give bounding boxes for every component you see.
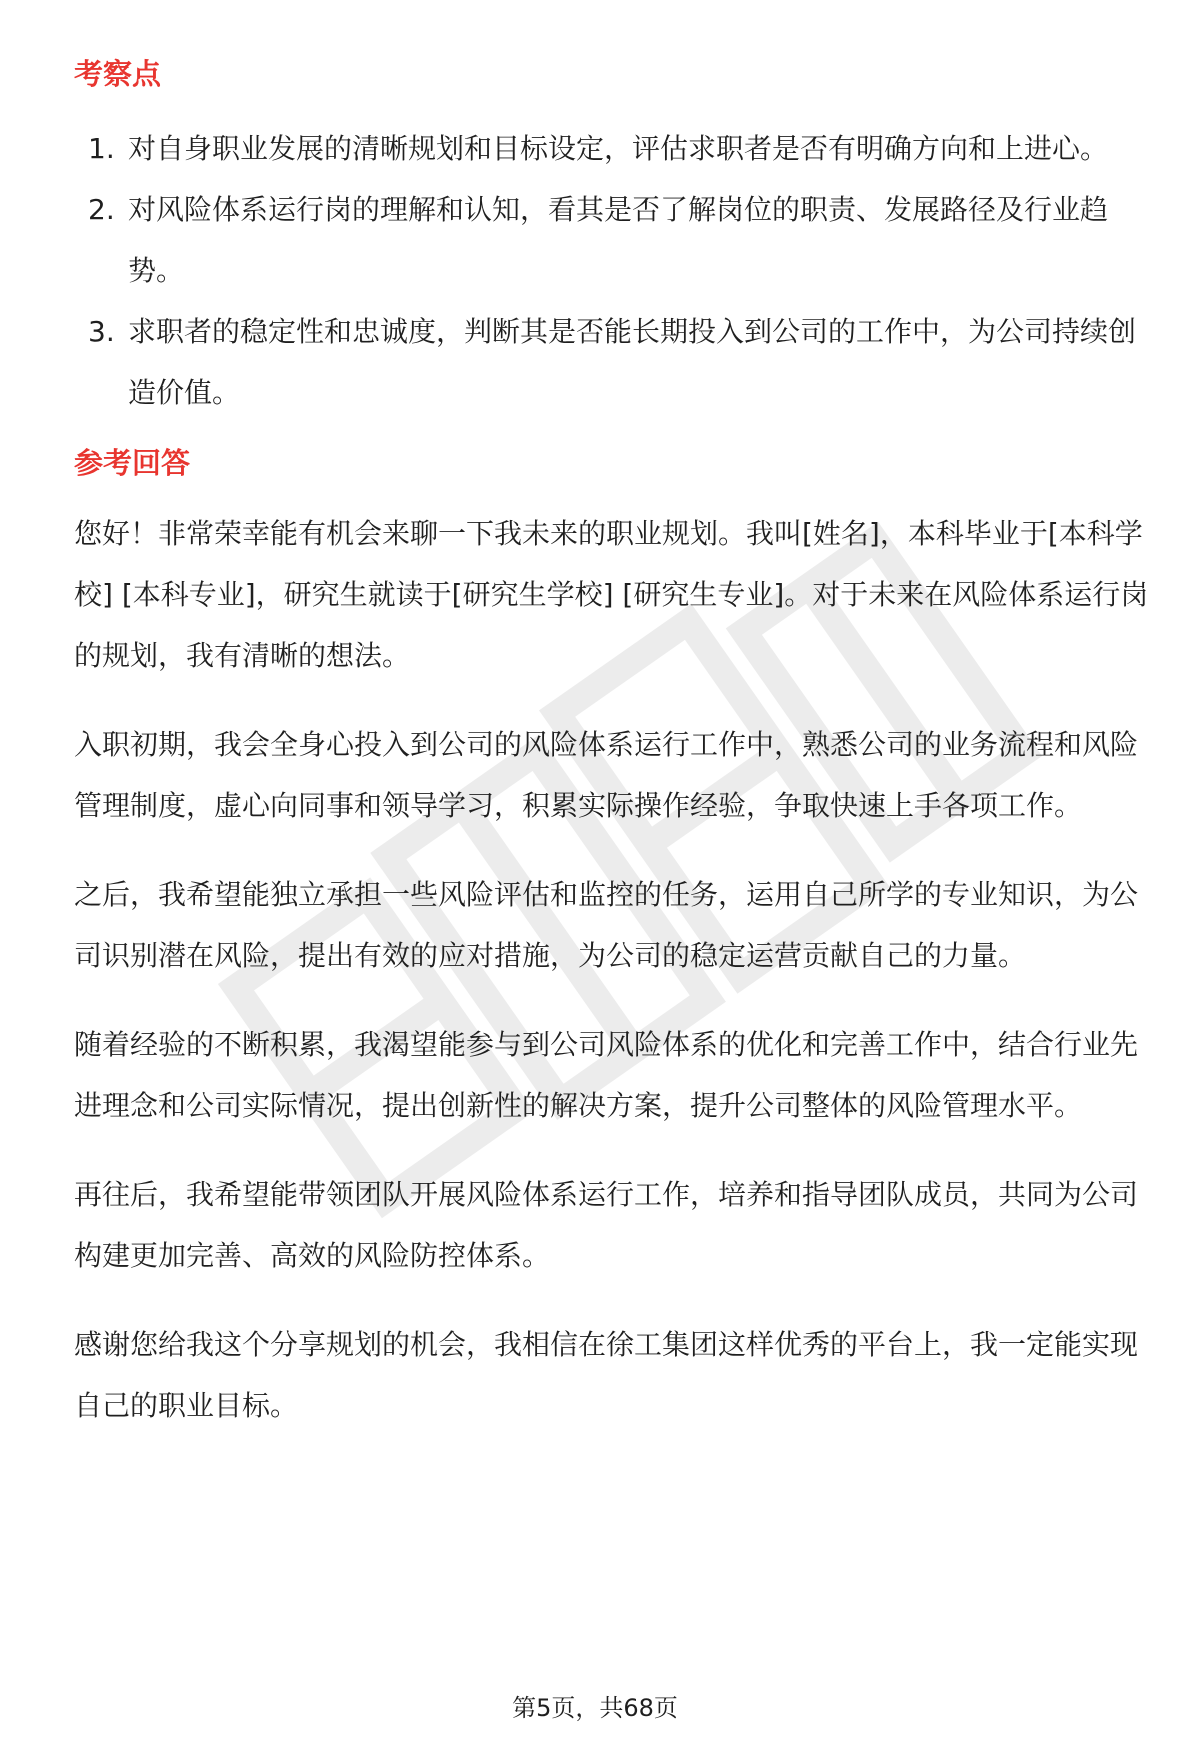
points-heading: 考察点 <box>74 57 162 91</box>
page-number: 第5页，共68页 <box>512 1694 678 1722</box>
list-item-number: 2. <box>88 193 115 226</box>
answer-paragraph: 再往后，我希望能带领团队开展风险体系运行工作，培养和指导团队成员，共同为公司构建更加完善、高效的风险防控体系。 <box>74 1178 1139 1272</box>
page-content <box>74 40 1156 1436</box>
list-item-text: 对自身职业发展的清晰规划和目标设定，评估求职者是否有明确方向和上进心。 <box>128 132 1109 165</box>
list-item-text: 求职者的稳定性和忠诚度，判断其是否能长期投入到公司的工作中，为公司持续创造价值。 <box>128 315 1137 409</box>
list-item <box>74 179 1156 301</box>
answer-paragraph: 您好！非常荣幸能有机会来聊一下我未来的职业规划。我叫[姓名]，本科毕业于[本科学校] [本科专业]，研究生就读于[研究生学校] [研究生专业]。对于未来在风险体系运行岗的规划，我有清晰的想法。 <box>74 517 1149 672</box>
list-item <box>74 118 1156 179</box>
answer-paragraph: 感谢您给我这个分享规划的机会，我相信在徐工集团这样优秀的平台上，我一定能实现自己的职业目标。 <box>74 1328 1139 1422</box>
list-item-text: 对风险体系运行岗的理解和认知，看其是否了解岗位的职责、发展路径及行业趋势。 <box>128 193 1109 287</box>
answer-paragraph: 之后，我希望能独立承担一些风险评估和监控的任务，运用自己所学的专业知识，为公司识别潜在风险，提出有效的应对措施，为公司的稳定运营贡献自己的力量。 <box>74 878 1139 972</box>
list-item <box>74 301 1156 423</box>
list-item-number: 1. <box>88 132 115 165</box>
points-list <box>74 118 1156 423</box>
answer-paragraph: 入职初期，我会全身心投入到公司的风险体系运行工作中，熟悉公司的业务流程和风险管理制度，虚心向同事和领导学习，积累实际操作经验，争取快速上手各项工作。 <box>74 728 1139 822</box>
list-item-number: 3. <box>88 315 115 348</box>
answer-body <box>74 503 1156 1436</box>
answer-heading: 参考回答 <box>74 446 191 480</box>
answer-paragraph: 随着经验的不断积累，我渴望能参与到公司风险体系的优化和完善工作中，结合行业先进理念和公司实际情况，提出创新性的解决方案，提升公司整体的风险管理水平。 <box>74 1028 1139 1122</box>
